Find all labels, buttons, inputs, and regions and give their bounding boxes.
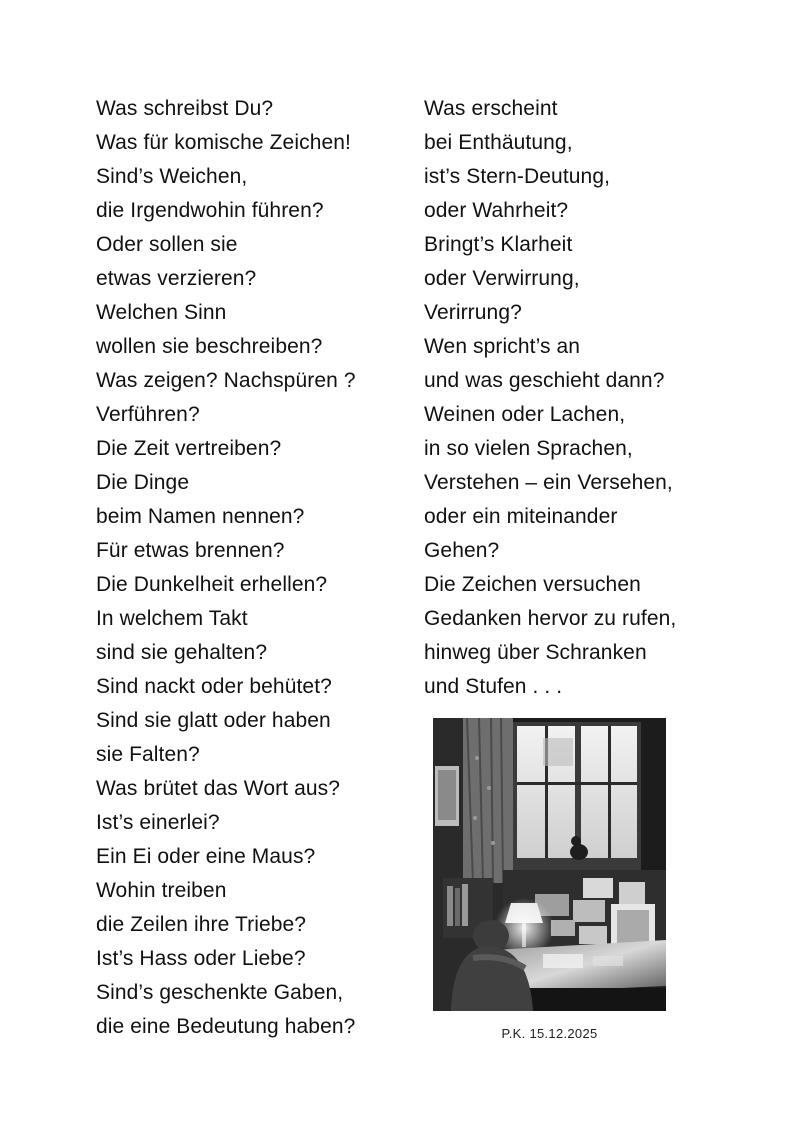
poem-line: oder Wahrheit? bbox=[424, 199, 569, 222]
poem-line: Was zeigen? Nachspüren ? bbox=[96, 369, 356, 392]
poem-line: Ein Ei oder eine Maus? bbox=[96, 845, 316, 868]
poem-line: Sind sie glatt oder haben bbox=[96, 709, 331, 732]
signature-date: P.K. 15.12.2025 bbox=[501, 1026, 598, 1041]
poem-line: sind sie gehalten? bbox=[96, 641, 268, 664]
poem-line: Die Dinge bbox=[96, 471, 190, 494]
poem-line: Verstehen – ein Versehen, bbox=[424, 471, 673, 494]
poem-line: Weinen oder Lachen, bbox=[424, 403, 626, 426]
poem-line: Ist’s einerlei? bbox=[96, 811, 220, 834]
poem-line: Was schreibst Du? bbox=[96, 97, 274, 120]
poem-line: Wen spricht’s an bbox=[424, 335, 581, 358]
poem-line: Was erscheint bbox=[424, 97, 558, 120]
poem-line: die eine Bedeutung haben? bbox=[96, 1015, 356, 1038]
poem-line: Sind’s Weichen, bbox=[96, 165, 248, 188]
poem-line: Was für komische Zeichen! bbox=[96, 131, 351, 154]
poem-line: wollen sie beschreiben? bbox=[96, 335, 323, 358]
poem-line: bei Enthäutung, bbox=[424, 131, 573, 154]
poem-line: Die Zeit vertreiben? bbox=[96, 437, 282, 460]
poem-left-column bbox=[96, 92, 356, 1044]
poem-line: ist’s Stern-Deutung, bbox=[424, 165, 611, 188]
poem-line: In welchem Takt bbox=[96, 607, 248, 630]
writing-desk-photo bbox=[433, 718, 666, 1011]
poem-line: Die Zeichen versuchen bbox=[424, 573, 641, 596]
poem-line: Gedanken hervor zu rufen, bbox=[424, 607, 677, 630]
poem-line: Verirrung? bbox=[424, 301, 522, 324]
poem-line: die Zeilen ihre Triebe? bbox=[96, 913, 307, 936]
poem-line: Bringt’s Klarheit bbox=[424, 233, 573, 256]
poem-line: oder ein miteinander bbox=[424, 505, 618, 528]
poem-line: Ist’s Hass oder Liebe? bbox=[96, 947, 306, 970]
poem-line: Welchen Sinn bbox=[96, 301, 227, 324]
poem-line: sie Falten? bbox=[96, 743, 200, 766]
poem-line: in so vielen Sprachen, bbox=[424, 437, 633, 460]
poem-line: Sind nackt oder behütet? bbox=[96, 675, 332, 698]
poem-line: Für etwas brennen? bbox=[96, 539, 285, 562]
poem-line: hinweg über Schranken bbox=[424, 641, 647, 664]
poem-line: oder Verwirrung, bbox=[424, 267, 580, 290]
poem-right-column bbox=[424, 92, 676, 704]
poem-line: beim Namen nennen? bbox=[96, 505, 305, 528]
poem-line: die Irgendwohin führen? bbox=[96, 199, 324, 222]
poem-line: etwas verzieren? bbox=[96, 267, 257, 290]
poem-line: Oder sollen sie bbox=[96, 233, 238, 256]
poem-line: Sind’s geschenkte Gaben, bbox=[96, 981, 344, 1004]
poem-line: Wohin treiben bbox=[96, 879, 227, 902]
poem-line: Verführen? bbox=[96, 403, 200, 426]
poem-line: Was brütet das Wort aus? bbox=[96, 777, 341, 800]
poem-line: und was geschieht dann? bbox=[424, 369, 665, 392]
poem-line: und Stufen . . . bbox=[424, 675, 563, 698]
poem-line: Die Dunkelheit erhellen? bbox=[96, 573, 328, 596]
poem-line: Gehen? bbox=[424, 539, 500, 562]
